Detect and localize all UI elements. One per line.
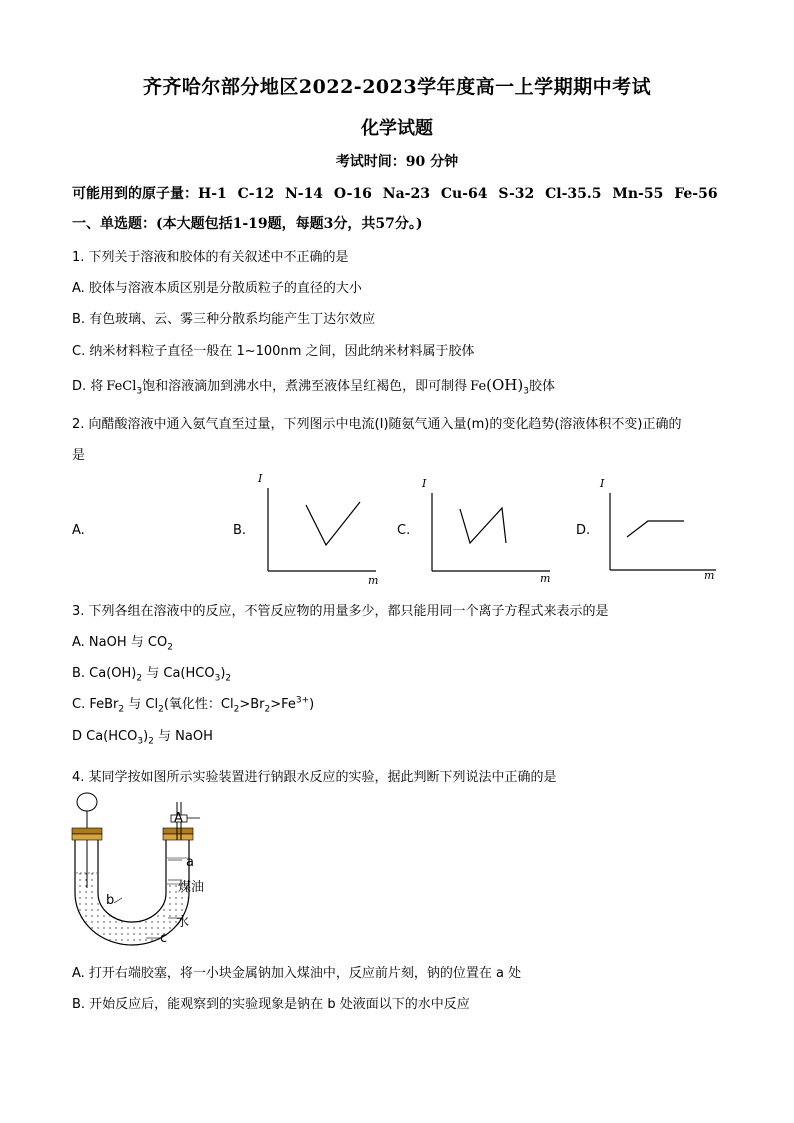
q1-option-c: C. 纳米材料粒子直径一般在 1~100nm 之间，因此纳米材料属于胶体 (72, 344, 475, 359)
q2-stem-line1: 2. 向醋酸溶液中通入氨气直至过量，下列图示中电流(I)随氨气通入量(m)的变化趋势(溶液体积不变)正确的 (72, 417, 682, 432)
q2-d-curve (627, 521, 684, 537)
exam-title: 齐齐哈尔部分地区2022-2023学年度高一上学期期中考试 (142, 76, 652, 98)
q1-option-b: B. 有色玻璃、云、雾三种分散系均能产生丁达尔效应 (72, 312, 376, 327)
q2-b-axis-i: I (258, 472, 263, 485)
q2-c-axis-i: I (422, 477, 427, 490)
q2-b-curve (306, 502, 360, 545)
q4-label-water: 水 (176, 915, 190, 930)
q4-option-b: B. 开始反应后，能观察到的实验现象是钠在 b 处液面以下的水中反应 (72, 997, 470, 1012)
q3-option-b: B. $Ca(OH)_2$ 与 $Ca(HCO_3)_2$ (72, 666, 232, 684)
q4-label-A: A (174, 811, 183, 826)
q2-graph-d (592, 475, 722, 585)
q2-graph-b (250, 470, 380, 588)
q2-d-axis-m: m (704, 569, 715, 582)
q2-d-axis-i: I (600, 477, 605, 490)
section-heading: 一、单选题：(本大题包括1-19题，每题3分，共57分。) (72, 216, 423, 232)
q1-d-sub3: 3 (136, 386, 143, 397)
q1-d-sub3b: 3 (523, 386, 529, 397)
q4-left-stopper (72, 828, 102, 834)
q1-stem: 1. 下列关于溶液和胶体的有关叙述中不正确的是 (72, 250, 349, 265)
q2-label-d: D. (576, 523, 591, 538)
q4-label-c: c (160, 931, 168, 946)
q1-d-fecl: FeCl (106, 379, 137, 394)
q4-label-b: b (106, 893, 115, 908)
atomic-masses: 可能用到的原子量：H-1 C-12 N-14 O-16 Na-23 Cu-64 S-32 Cl-35.5 Mn-55 Fe-56 (72, 186, 718, 202)
q4-label-kerosene: 煤油 (178, 880, 205, 895)
q1-d-pre: D. 将 (72, 379, 104, 394)
q2-b-axis-m: m (368, 574, 379, 587)
q4-label-a: a (186, 855, 194, 870)
q2-label-a: A. (72, 523, 85, 538)
q1-d-post: 胶体 (528, 379, 555, 394)
q1-d-oh: (OH) (486, 376, 524, 394)
q1-option-d (72, 375, 555, 397)
q1-d-mid: 饱和溶液滴加到沸水中，煮沸至液体呈红褐色，即可制得 (142, 379, 468, 394)
q2-graph-c (414, 475, 554, 588)
q1-d-fe: Fe (470, 379, 487, 394)
q4-funnel-bulb (77, 793, 97, 811)
q4-u-tube-apparatus (60, 788, 220, 953)
q4-stem: 4. 某同学按如图所示实验装置进行钠跟水反应的实验，据此判断下列说法中正确的是 (72, 770, 557, 785)
q4-water (76, 873, 188, 944)
q3-option-a: A. NaOH 与 $CO_2$ (72, 635, 173, 653)
q4-right-stopper (163, 828, 193, 834)
q3-option-d: D $Ca(HCO_3)_2$ 与 NaOH (72, 729, 213, 747)
q3-stem: 3. 下列各组在溶液中的反应，不管反应物的用量多少，都只能用同一个离子方程式来表示的是 (72, 604, 609, 619)
q4-option-a: A. 打开右端胶塞，将一小块金属钠加入煤油中，反应前片刻，钠的位置在 a 处 (72, 966, 522, 981)
exam-time: 考试时间：90 分钟 (335, 154, 459, 170)
q2-c-axis-m: m (540, 572, 551, 585)
subject-title: 化学试题 (361, 118, 433, 139)
q1-option-a: A. 胶体与溶液本质区别是分散质粒子的直径的大小 (72, 281, 362, 296)
q2-label-b: B. (233, 523, 247, 538)
q2-stem-line2: 是 (72, 448, 86, 463)
q2-c-curve (460, 508, 506, 543)
q2-label-c: C. (397, 523, 411, 538)
q3-option-c: C. FeBr$_2$ 与 $Cl_2$(氧化性：$Cl_2>Br_2>Fe^{3+}$) (72, 695, 315, 715)
